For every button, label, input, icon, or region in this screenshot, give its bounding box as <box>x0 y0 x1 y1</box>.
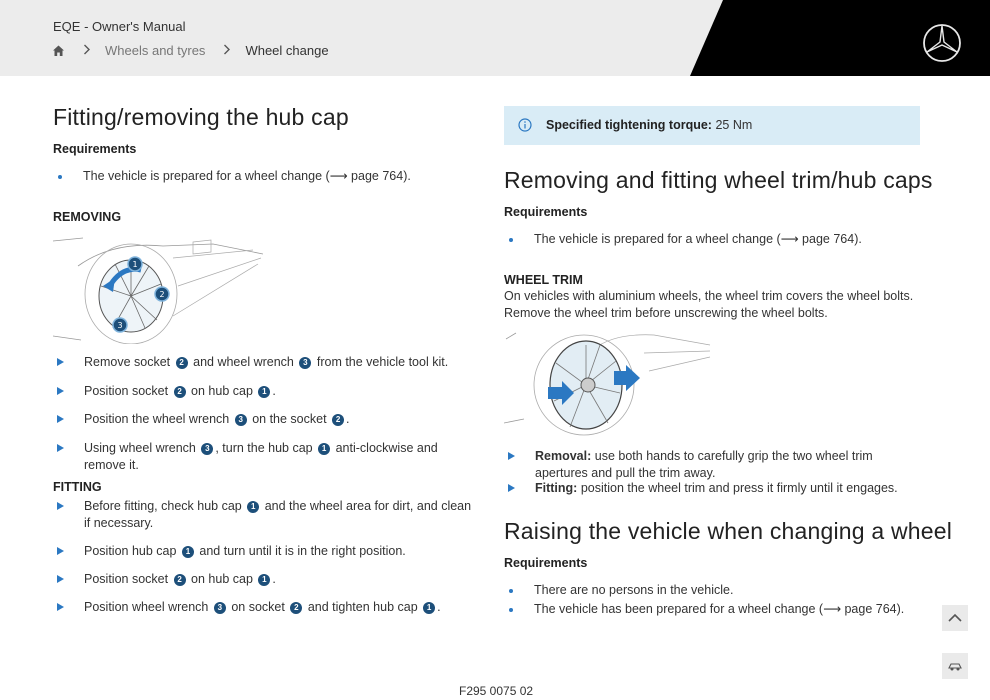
list-item: There are no persons in the vehicle. <box>504 582 920 599</box>
wheel-trim-text: On vehicles with aluminium wheels, the wheel trim covers the wheel bolts. Remove the wheel trim before unscrewing the wheel bolts. <box>504 289 914 320</box>
removing-step: Position socket 2 on hub cap 1 . <box>53 383 473 400</box>
wheel-trim-label: WHEEL TRIM <box>504 273 583 287</box>
breadcrumb <box>52 41 329 59</box>
home-icon[interactable] <box>52 44 65 57</box>
removing-step: Using wheel wrench 3 , turn the hub cap 1 anti-clockwise and remove it. <box>53 440 473 474</box>
list-item: The vehicle is prepared for a wheel change (⟶ page 764). <box>53 168 473 185</box>
chevron-right-icon <box>83 42 91 58</box>
brand-star-logo-icon <box>922 23 962 63</box>
fitting-step: Position socket 2 on hub cap 1 . <box>53 571 473 588</box>
wheel-trim-illustration <box>504 331 714 437</box>
fitting-step: Before fitting, check hub cap 1 and the wheel area for dirt, and clean if necessary. <box>53 498 473 532</box>
fitting-step: Position hub cap 1 and turn until it is in the right position. <box>53 543 473 560</box>
wheel-trim-fitting-step: Fitting: position the wheel trim and press it firmly until it engages. <box>504 480 920 497</box>
requirements-label: Requirements <box>504 205 588 219</box>
vehicle-info-icon <box>947 660 963 672</box>
info-text: Specified tightening torque: 25 Nm <box>546 118 753 132</box>
chevron-right-icon <box>223 42 231 58</box>
fitting-label: FITTING <box>53 480 102 494</box>
callout-3: 3 <box>117 321 123 330</box>
list-item: The vehicle has been prepared for a wheel change (⟶ page 764). <box>504 601 920 618</box>
requirements-label: Requirements <box>504 556 588 570</box>
hub-cap-removal-illustration <box>53 236 263 344</box>
header-bar <box>0 0 990 76</box>
fitting-step: Position wheel wrench 3 on socket 2 and tighten hub cap 1 . <box>53 599 473 616</box>
callout-2: 2 <box>159 290 165 299</box>
list-item: The vehicle is prepared for a wheel change (⟶ page 764). <box>504 231 920 248</box>
chevron-up-icon <box>947 613 963 623</box>
wheel-trim-removal-step: Removal: use both hands to carefully grip the two wheel trim apertures and pull the trim away. <box>504 448 920 482</box>
scroll-to-top-button[interactable] <box>942 605 968 631</box>
breadcrumb-wheel-change: Wheel change <box>245 42 329 58</box>
removing-step: Position the wheel wrench 3 on the socket 2 . <box>53 411 473 428</box>
figure-code: F295 0075 02 <box>459 684 534 698</box>
removing-label: REMOVING <box>53 210 122 224</box>
breadcrumb-wheels-and-tyres[interactable]: Wheels and tyres <box>105 42 206 58</box>
info-icon <box>518 118 532 132</box>
callout-1: 1 <box>132 260 138 269</box>
info-box <box>504 106 920 145</box>
manual-title: EQE - Owner's Manual <box>53 19 186 34</box>
section-title-hub-cap: Fitting/removing the hub cap <box>53 104 349 130</box>
requirements-label: Requirements <box>53 142 137 156</box>
section-title-raising-vehicle: Raising the vehicle when changing a wheel <box>504 518 953 544</box>
page-info-button[interactable] <box>942 653 968 679</box>
removing-step: Remove socket 2 and wheel wrench 3 from the vehicle tool kit. <box>53 354 473 371</box>
section-title-wheel-trim: Removing and fitting wheel trim/hub caps <box>504 167 933 193</box>
